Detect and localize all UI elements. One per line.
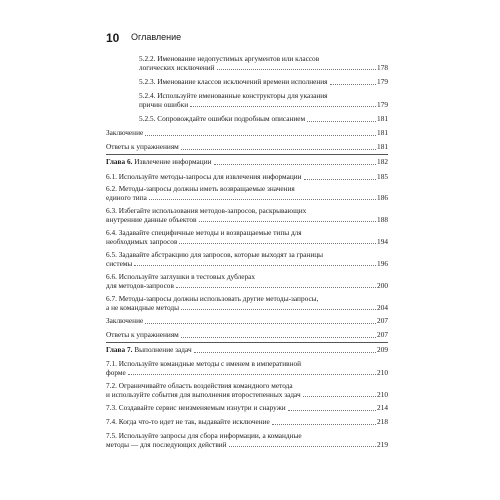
toc-entry[interactable] [106,251,388,268]
dot-leader [288,409,376,411]
dot-leader [303,395,376,397]
toc-entry[interactable] [139,78,388,87]
chapter-entry[interactable] [106,158,388,167]
entry-page-number: 210 [377,367,388,377]
entry-title-line: причин ошибки [139,100,189,109]
running-title: Оглавление [131,32,182,42]
dot-leader [330,83,377,85]
entry-title-line: Глава 6. Извлечение информации [106,158,212,166]
entry-page-number: 196 [377,258,388,268]
entry-title-line: 6.2. Методы-запросы должны иметь возвращаемые значения [106,185,295,193]
entry-title-line: 7.3. Создавайте сервис неизменяемым изнутри и снаружи [106,404,286,412]
entry-page-number: 181 [377,142,388,151]
dot-leader [307,120,376,122]
toc-entry[interactable] [106,173,388,182]
entry-title-line: Глава 7. Выполнение задач [106,346,192,354]
chapter-label: Глава 7. [106,346,133,354]
entry-page-number: 181 [377,128,388,137]
chapter-entry[interactable] [106,346,388,355]
dot-leader [229,445,376,447]
dot-leader [145,134,376,136]
entry-title-line: логических исключений [139,63,215,72]
chapter-label: Глава 6. [106,158,133,166]
dot-leader [190,105,376,107]
toc-entry[interactable] [106,129,388,138]
toc-entry[interactable] [139,92,388,109]
entry-title-line: и используйте события для выполнения второстепенных задач [106,390,301,399]
entry-page-number: 186 [377,192,388,202]
dot-leader [181,308,376,310]
entry-page-number: 204 [377,302,388,312]
entry-page-number: 194 [377,236,388,246]
entry-title-line: 5.2.2. Именование недопустимых аргументов или классов [139,55,320,63]
entry-page-number: 185 [377,172,388,181]
entry-page-number: 218 [377,417,388,426]
entry-title-line: а не командные методы [106,303,180,312]
entry-title-line: 5.2.5. Сопровождайте ошибки подробным описанием [139,115,306,123]
dot-leader [149,198,376,200]
entry-page-number: 178 [377,62,388,72]
toc-entry[interactable] [106,404,388,413]
entry-title-line: 7.1. Используйте командные методы с именем в императивной [106,360,302,368]
entry-page-number: 181 [377,114,388,123]
entry-page-number: 207 [377,316,388,325]
entry-title-line: 6.4. Задавайте специфичные методы и возвращаемые типы для [106,229,302,237]
dot-leader [179,242,376,244]
entry-title-line: 7.2. Ограничивайте область воздействия командного метода [106,382,293,390]
entry-page-number: 179 [377,99,388,109]
toc-entry[interactable] [106,185,388,202]
entry-title-line: для методов-запросов [106,281,174,290]
dot-leader [304,178,376,180]
entry-page-number: 214 [377,403,388,412]
entry-page-number: 207 [377,330,388,339]
entry-title-line: Заключение [106,317,144,325]
entry-title-line: необходимых запросов [106,237,178,246]
entry-title-line: Ответы к упражнениям [106,143,179,151]
entry-page-number: 209 [377,345,388,354]
entry-page-number: 188 [377,214,388,224]
dot-leader [199,220,377,222]
dot-leader [217,68,376,70]
entry-title-line: 5.2.3. Именование классов исключений времени исполнения [139,78,328,86]
toc-entry[interactable] [106,273,388,290]
entry-title-line: 6.5. Задавайте абстракцию для запросов, которые выходят за границы [106,251,324,259]
entry-title-line: единого типа [106,193,147,202]
toc-entry[interactable] [139,55,388,72]
entry-title-line: Ответы к упражнениям [106,331,179,339]
entry-page-number: 219 [377,439,388,449]
entry-title-line: методы — для последующих действий [106,440,227,449]
toc-entry[interactable] [106,360,388,377]
entry-title-line: форме [106,368,126,377]
toc-entry[interactable] [106,432,388,449]
toc-entry[interactable] [106,382,388,399]
entry-title-line: 6.1. Используйте методы-запросы для извлечения информации [106,173,302,181]
entry-title-line: 6.6. Используйте заглушки в тестовых дублерах [106,273,256,281]
dot-leader [145,322,376,324]
toc-entry[interactable] [106,207,388,224]
entry-title-line: 6.3. Избегайте использования методов-запросов, раскрывающих [106,207,307,215]
page-number: 10 [106,31,120,45]
dot-leader [272,423,376,425]
dot-leader [194,351,376,353]
entry-title-line: Заключение [106,129,144,137]
dot-leader [176,286,376,288]
entry-title-line: системы [106,259,133,268]
entry-page-number: 210 [377,389,388,399]
toc-entry[interactable] [106,418,388,427]
chapter-divider [106,342,388,343]
dot-leader [128,373,376,375]
toc-entry[interactable] [106,229,388,246]
entry-page-number: 182 [377,157,388,166]
toc-entry[interactable] [139,115,388,124]
toc-entry[interactable] [106,295,388,312]
chapter-divider [106,154,388,155]
entry-title-line: 5.2.4. Используйте именованные конструкторы для указания [139,92,328,100]
entry-title-line: 6.7. Методы-запросы должны использовать другие методы-запросы, [106,295,319,303]
dot-leader [181,336,376,338]
entry-title-line: внутренние данные объектов [106,215,197,224]
entry-page-number: 179 [377,77,388,86]
dot-leader [214,163,377,165]
entry-page-number: 200 [377,280,388,290]
toc-entry[interactable] [106,317,388,326]
toc-entry[interactable] [106,331,388,340]
entry-title-line: 7.4. Когда что-то идет не так, выдавайте исключение [106,418,270,426]
toc-entry[interactable] [106,143,388,152]
dot-leader [134,264,376,266]
entry-title-line: 7.5. Используйте запросы для сбора информации, а командные [106,432,302,440]
dot-leader [181,148,376,150]
